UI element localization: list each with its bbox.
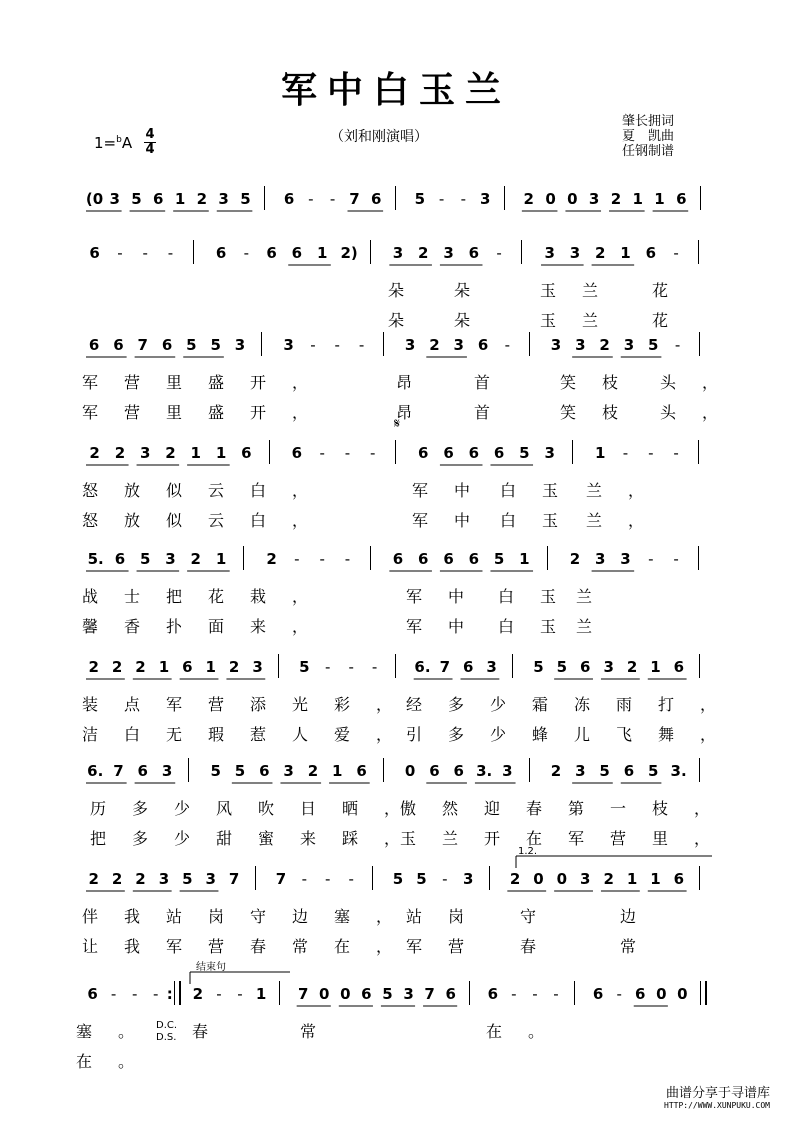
note: 3 <box>486 658 497 676</box>
note: 1 <box>215 444 227 462</box>
lyric-text: 白玉 <box>498 587 583 606</box>
note: 6 <box>468 550 480 568</box>
note: 6 <box>370 190 382 208</box>
repeat-dots: : <box>166 985 173 1003</box>
note: 7 <box>228 870 240 888</box>
note: 5. <box>87 550 104 568</box>
note: 6 <box>676 190 687 208</box>
note: 3 <box>595 550 606 568</box>
note: 6 <box>645 244 657 262</box>
lyric-text: 军营 <box>406 937 491 956</box>
note: 6 <box>361 985 372 1003</box>
note: 0 <box>404 762 416 780</box>
note: 1 <box>190 444 201 462</box>
lyric-text: 兰， <box>586 481 671 500</box>
note: 1 <box>650 658 661 676</box>
note: 0 <box>545 190 556 208</box>
note: 2 <box>603 870 614 888</box>
note: 2 <box>88 870 99 888</box>
note: 5 <box>382 985 393 1003</box>
note: 6 <box>215 244 227 262</box>
note-extension: - <box>167 244 174 262</box>
note: 6 <box>241 444 252 462</box>
note-extension: - <box>673 550 679 568</box>
note: 3 <box>453 336 464 354</box>
note: 5 <box>599 762 610 780</box>
note: 7 <box>349 190 360 208</box>
lyric-text: 常 <box>620 937 663 956</box>
note: 7 <box>113 762 124 780</box>
note: 6 <box>89 244 100 262</box>
footer-source: 曲谱分享于寻谱库 <box>665 1086 770 1101</box>
note: 6 <box>463 658 474 676</box>
note-extension: - <box>348 870 354 888</box>
note: 6 <box>468 444 480 462</box>
note-extension: - <box>216 985 222 1003</box>
note: 6 <box>443 444 454 462</box>
lyric-text: 塞。 <box>76 1022 161 1041</box>
lyric-text: 伴我站岗守边塞， <box>82 907 419 926</box>
note: 3 <box>158 870 170 888</box>
note: 1 <box>632 190 643 208</box>
note: 6 <box>356 762 367 780</box>
note-extension: - <box>504 336 511 354</box>
note: 0 <box>319 985 330 1003</box>
note: 2 <box>569 550 581 568</box>
note-extension: - <box>325 870 331 888</box>
composer-credit: 夏 凯曲 <box>622 129 675 144</box>
lyric-text: 馨香扑面来， <box>82 617 335 636</box>
note-extension: - <box>344 550 351 568</box>
lyric-text: 昂 <box>396 373 439 392</box>
note: 3 <box>392 244 404 262</box>
note: 6 <box>477 336 489 354</box>
note: 3. <box>476 762 493 780</box>
note: 5 <box>210 336 221 354</box>
note: 7 <box>424 985 435 1003</box>
note-extension: - <box>243 244 250 262</box>
note-extension: - <box>553 985 559 1003</box>
lyric-text: 军中 <box>406 587 491 606</box>
note: 1 <box>595 444 606 462</box>
lyric-text: 朵 <box>454 281 497 300</box>
note-extension: - <box>358 336 365 354</box>
lyric-text: 朵 <box>388 311 431 330</box>
lyric-text: 花 <box>652 281 695 300</box>
note-extension: - <box>616 985 622 1003</box>
note: 0 <box>533 870 544 888</box>
lyric-text: 军中 <box>406 617 491 636</box>
note-extension: - <box>153 985 159 1003</box>
note: 5 <box>186 336 197 354</box>
note: 6 <box>635 985 646 1003</box>
note: 3 <box>165 550 176 568</box>
note: 2 <box>599 336 610 354</box>
note: 3 <box>550 336 562 354</box>
note: 3 <box>109 190 120 208</box>
lyric-text: 常 <box>300 1022 343 1041</box>
note: 6 <box>182 658 193 676</box>
note: 6 <box>283 190 295 208</box>
lyric-text: 春 <box>192 1022 235 1041</box>
note: 1 <box>519 550 530 568</box>
note: 6 <box>266 244 277 262</box>
note: 2 <box>509 870 521 888</box>
note: 1 <box>626 870 638 888</box>
note: 2 <box>192 985 204 1003</box>
footer <box>630 1082 770 1110</box>
note: 7 <box>297 985 309 1003</box>
flat-sign: b <box>116 135 122 145</box>
note: 7 <box>275 870 287 888</box>
lyric-text: 笑枝 <box>560 403 645 422</box>
note: 1 <box>158 658 170 676</box>
note: 3 <box>283 336 294 354</box>
transcriber-credit: 任钢制谱 <box>622 144 675 159</box>
note: 5 <box>556 658 568 676</box>
note: 5 <box>139 550 151 568</box>
note: 5 <box>210 762 221 780</box>
note: 3 <box>283 762 294 780</box>
note-extension: - <box>496 244 502 262</box>
lyric-text: 兰 <box>576 587 619 606</box>
note-extension: - <box>329 190 336 208</box>
note: 5 <box>414 190 425 208</box>
lyric-text: 白玉 <box>500 481 585 500</box>
lyric-text: 站岗 <box>406 907 491 926</box>
note: 5 <box>392 870 404 888</box>
note: 3 <box>620 550 631 568</box>
note: 5 <box>533 658 544 676</box>
dc-mark: D.C. <box>156 1020 178 1031</box>
note-extension: - <box>110 985 117 1003</box>
note: 6 <box>113 336 124 354</box>
ending-bracket-label: 1.2. <box>518 846 538 857</box>
lyric-text: 军中 <box>412 511 497 530</box>
lyric-text: 玉兰开在军营里， <box>400 829 737 848</box>
note: 6 <box>291 444 303 462</box>
lyric-text: 笑枝 <box>560 373 645 392</box>
note-extension: - <box>131 985 138 1003</box>
note-extension: - <box>344 444 351 462</box>
note: 6 <box>453 762 464 780</box>
note: 3 <box>403 985 414 1003</box>
note: 1 <box>332 762 343 780</box>
note: 2 <box>114 444 126 462</box>
time-signature-bottom: 4 <box>145 142 155 157</box>
note-extension: - <box>319 444 325 462</box>
lyric-text: 引多少蜂儿飞舞， <box>406 725 743 744</box>
note-extension: - <box>370 444 376 462</box>
note-extension: - <box>442 870 448 888</box>
segno-sign: 𝄋 <box>394 416 401 432</box>
note: 1 <box>174 190 186 208</box>
note: 6 <box>153 190 164 208</box>
note: 3 <box>234 336 246 354</box>
lyric-text: 朵 <box>388 281 431 300</box>
lyricist-credit: 肇长拥词 <box>622 114 675 129</box>
lyric-text: 怒放似云白， <box>82 511 335 530</box>
note: 3 <box>575 336 586 354</box>
lyric-text: 怒放似云白， <box>82 481 335 500</box>
note: 3 <box>544 244 555 262</box>
lyric-text: 战士把花栽， <box>82 587 335 606</box>
note: 3 <box>575 762 586 780</box>
lyric-text: 守 <box>520 907 563 926</box>
note: 7 <box>137 336 148 354</box>
lyric-text: 玉兰 <box>540 281 625 300</box>
note: 2 <box>88 658 99 676</box>
note: 3 <box>580 870 591 888</box>
lyric-text: 边 <box>620 907 663 926</box>
note-extension: - <box>237 985 243 1003</box>
note: 2) <box>340 244 358 262</box>
note: 5 <box>493 550 505 568</box>
note: 5 <box>234 762 246 780</box>
note: 1 <box>620 244 631 262</box>
lyric-text: 玉兰 <box>540 311 625 330</box>
note: 1 <box>650 870 661 888</box>
note: 3 <box>443 244 454 262</box>
note: 3 <box>479 190 491 208</box>
note: 2 <box>190 550 201 568</box>
lyric-text: 花 <box>652 311 695 330</box>
ending-label: 结束句 <box>196 962 226 973</box>
lyric-text: 装点军营添光彩， <box>82 695 419 714</box>
lyric-text: 昂 <box>396 403 439 422</box>
note: 3 <box>205 870 216 888</box>
note: 6 <box>443 550 454 568</box>
performer-note: （刘和刚演唱） <box>330 129 428 145</box>
note: 3 <box>588 190 600 208</box>
note-extension: - <box>294 550 300 568</box>
note: 2 <box>165 444 176 462</box>
note: 1 <box>205 658 216 676</box>
note: 6 <box>493 444 505 462</box>
note: 6 <box>137 762 148 780</box>
note: 2 <box>610 190 622 208</box>
note-extension: - <box>460 190 467 208</box>
note: 3 <box>569 244 581 262</box>
note-extension: - <box>117 244 123 262</box>
lyric-text: 白玉 <box>500 511 585 530</box>
note: 3 <box>161 762 173 780</box>
note-extension: - <box>142 244 148 262</box>
note: 2 <box>111 658 123 676</box>
note: 2 <box>595 244 606 262</box>
note-extension: - <box>325 658 331 676</box>
note-extension: - <box>348 658 354 676</box>
note: 5 <box>519 444 530 462</box>
note: 5 <box>648 336 659 354</box>
note: 5 <box>182 870 193 888</box>
note: 2 <box>196 190 208 208</box>
note-extension: - <box>438 190 445 208</box>
note: 6 <box>88 336 100 354</box>
note: 0 <box>340 985 351 1003</box>
lyric-text: 头， <box>660 373 745 392</box>
note-extension: - <box>648 550 654 568</box>
note: 0 <box>677 985 688 1003</box>
note: 6 <box>623 762 635 780</box>
key-prefix: 1= <box>94 134 117 152</box>
note: 6 <box>392 550 404 568</box>
time-signature-top: 4 <box>145 127 155 142</box>
note: 6 <box>487 985 499 1003</box>
note: 2 <box>135 658 146 676</box>
note: 6 <box>291 244 303 262</box>
note: 6 <box>468 244 480 262</box>
footer-url: HTTP://WWW.XUNPUKU.COM <box>664 1101 770 1110</box>
note-extension: - <box>319 550 325 568</box>
note: 6 <box>673 870 685 888</box>
key-note: A <box>121 134 133 152</box>
lyric-text: 在。 <box>486 1022 571 1041</box>
note: 5 <box>131 190 142 208</box>
note: (0 <box>85 190 104 208</box>
note: 3 <box>463 870 474 888</box>
note-extension: - <box>310 336 316 354</box>
note: 2 <box>89 444 100 462</box>
lyric-text: 经多少霜冻雨打， <box>406 695 743 714</box>
note: 2 <box>418 244 429 262</box>
note: 0 <box>656 985 667 1003</box>
note: 3. <box>670 762 687 780</box>
note: 5 <box>240 190 251 208</box>
lyric-text: 把多少甜蜜来踩， <box>90 829 427 848</box>
note: 1 <box>215 550 227 568</box>
note: 0 <box>567 190 578 208</box>
note: 6 <box>418 444 429 462</box>
lyric-text: 兰 <box>576 617 619 636</box>
lyric-text: 军中 <box>412 481 497 500</box>
note: 3 <box>603 658 614 676</box>
note: 5 <box>648 762 659 780</box>
lyric-text: 军营里盛开， <box>82 403 335 422</box>
lyric-text: 在。 <box>76 1052 161 1071</box>
lyric-text: 头， <box>660 403 745 422</box>
note: 2 <box>135 870 146 888</box>
note: 0 <box>556 870 568 888</box>
note: 6 <box>418 550 429 568</box>
lyric-text: 傲然迎春第一枝， <box>400 799 737 818</box>
note: 2 <box>228 658 240 676</box>
note-extension: - <box>301 870 308 888</box>
note: 3 <box>139 444 151 462</box>
note: 6. <box>87 762 104 780</box>
lyric-text: 首 <box>474 403 517 422</box>
note: 6 <box>429 762 440 780</box>
note: 7 <box>439 658 451 676</box>
note-extension: - <box>532 985 538 1003</box>
note-extension: - <box>334 336 340 354</box>
note: 3 <box>252 658 263 676</box>
note: 6 <box>445 985 456 1003</box>
note: 2 <box>550 762 562 780</box>
note: 3 <box>544 444 555 462</box>
note-extension: - <box>622 444 629 462</box>
note: 3 <box>404 336 416 354</box>
note: 6 <box>87 985 98 1003</box>
note-extension: - <box>511 985 517 1003</box>
note: 3 <box>502 762 513 780</box>
note: 2 <box>626 658 638 676</box>
note: 2 <box>111 870 123 888</box>
lyric-text: 让我军营春常在， <box>82 937 419 956</box>
lyric-text: 洁白无瑕惹人爱， <box>82 725 419 744</box>
note: 6 <box>161 336 173 354</box>
lyric-text: 朵 <box>454 311 497 330</box>
note-extension: - <box>673 444 679 462</box>
lyric-text: 军营里盛开， <box>82 373 335 392</box>
note: 6 <box>259 762 270 780</box>
lyric-text: 历多少风吹日晒， <box>90 799 427 818</box>
note: 6 <box>580 658 591 676</box>
page-title: 军中白玉兰 <box>280 69 511 111</box>
note-extension: - <box>673 244 679 262</box>
note: 2 <box>429 336 440 354</box>
note: 6. <box>414 658 431 676</box>
note: 3 <box>218 190 229 208</box>
note: 6 <box>673 658 685 676</box>
note: 5 <box>416 870 427 888</box>
note: 1 <box>654 190 665 208</box>
note: 1 <box>316 244 328 262</box>
lyric-text: 春 <box>520 937 563 956</box>
note: 3 <box>623 336 635 354</box>
note-extension: - <box>308 190 314 208</box>
note-extension: - <box>371 658 378 676</box>
note: 5 <box>299 658 310 676</box>
lyric-text: 首 <box>474 373 517 392</box>
note-extension: - <box>648 444 654 462</box>
note-extension: - <box>674 336 681 354</box>
note: 2 <box>523 190 534 208</box>
note: 6 <box>114 550 126 568</box>
lyric-text: 白玉 <box>498 617 583 636</box>
note: 2 <box>307 762 319 780</box>
note: 2 <box>266 550 277 568</box>
lyric-text: 兰， <box>586 511 671 530</box>
ds-mark: D.S. <box>156 1032 177 1043</box>
note: 1 <box>255 985 267 1003</box>
note: 6 <box>592 985 604 1003</box>
